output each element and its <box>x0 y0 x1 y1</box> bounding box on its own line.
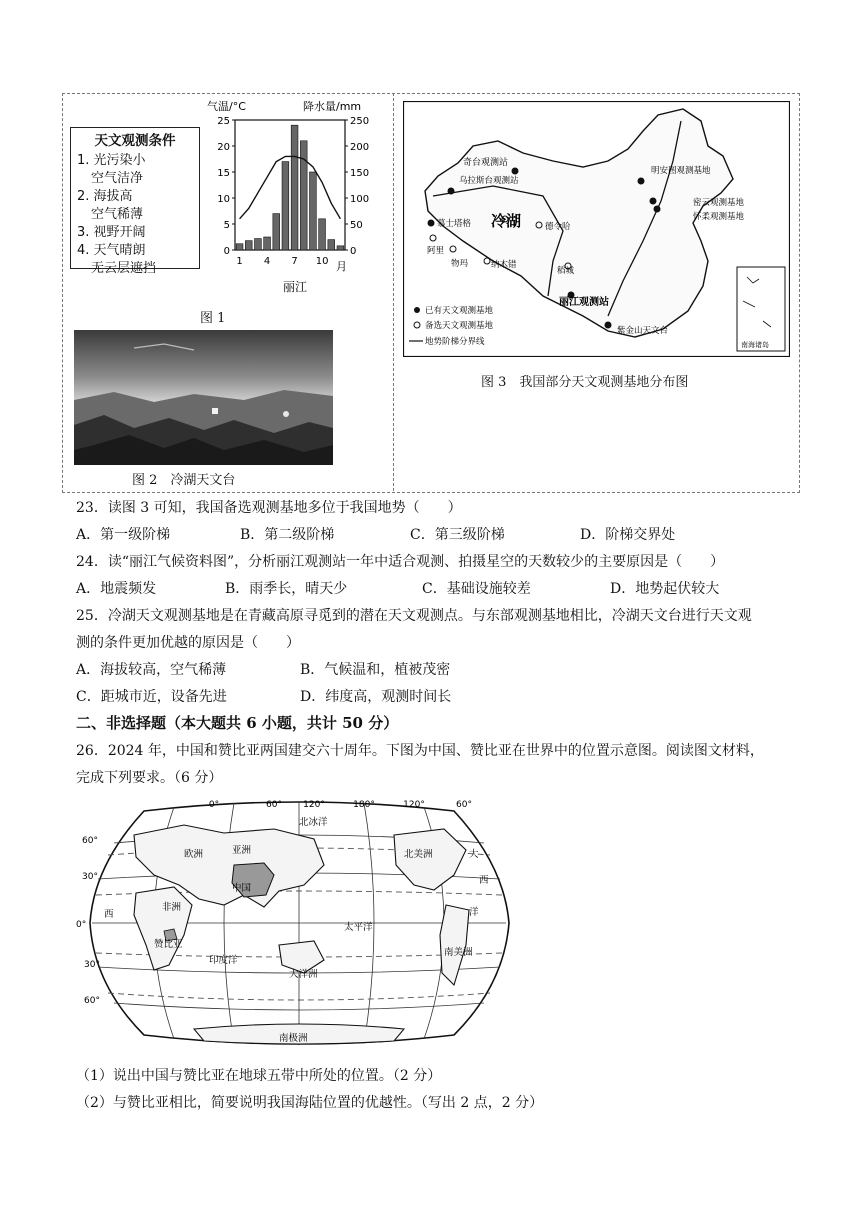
station-marker <box>430 235 436 241</box>
q25-option-c: C．距城市近，设备先进 <box>76 689 227 705</box>
precipitation-bar <box>264 237 271 250</box>
svg-text:已有天文观测基地: 已有天文观测基地 <box>425 306 494 316</box>
longitude-label: 120° <box>403 800 425 810</box>
fig2-caption: 图 2 冷湖天文台 <box>132 473 236 488</box>
precipitation-bar <box>273 214 280 250</box>
q24-option-c: C．基础设施较差 <box>422 581 531 597</box>
longitude-label: 60° <box>266 800 282 810</box>
q25-stem-line1: 25．冷湖天文观测基地是在青藏高原寻觅到的潜在天文观测点。与东部观测基地相比，冷湖天文台进行天文观 <box>76 608 752 624</box>
q25-option-b: B．气候温和，植被茂密 <box>300 662 451 678</box>
y-right-tick-label: 200 <box>350 142 370 153</box>
q26-sub1: （1）说出中国与赞比亚在地球五带中所处的位置。（2 分） <box>76 1068 442 1084</box>
condition-line: 1. 光污染小 <box>77 153 146 168</box>
precipitation-bar <box>291 125 298 250</box>
y-left-label: 气温/°C <box>207 100 246 113</box>
lijiang-climate-chart <box>205 98 390 298</box>
lenghu-observatory-photo <box>74 330 333 465</box>
q23-option-b: B．第二级阶梯 <box>240 527 335 543</box>
place-label: 南美洲 <box>444 947 473 958</box>
place-label: 大洋洲 <box>289 969 318 980</box>
place-label: 印度洋 <box>209 955 238 966</box>
latitude-label: 30° <box>82 872 98 882</box>
station-label: 德令哈 <box>545 222 571 232</box>
y-left-tick-label: 15 <box>217 168 230 179</box>
temperature-line <box>240 156 341 218</box>
station-label: 乌拉斯台观测站 <box>459 176 519 186</box>
x-tick-label: 4 <box>263 256 271 267</box>
station-marker <box>484 258 490 264</box>
precipitation-bar <box>282 162 289 250</box>
x-unit-label: 月 <box>336 260 347 273</box>
condition-line: 2. 海拔高 <box>77 189 133 204</box>
observation-conditions-box <box>70 127 200 276</box>
place-label: 洋 <box>469 907 479 918</box>
q25-option-a: A．海拔较高，空气稀薄 <box>76 662 227 678</box>
latitude-label: 60° <box>84 996 100 1006</box>
station-label: 丽江观测站 <box>559 297 609 308</box>
place-label: 非洲 <box>162 902 182 913</box>
longitude-label: 60° <box>456 800 472 810</box>
x-tick-label: 7 <box>291 256 298 267</box>
place-label: 太平洋 <box>344 922 373 933</box>
latitude-label: 30° <box>84 960 100 970</box>
station-label: 纳木错 <box>491 260 517 270</box>
station-marker <box>605 322 611 328</box>
place-label: 北冰洋 <box>299 817 328 828</box>
y-right-tick-label: 0 <box>350 246 357 257</box>
station-label: 阿里 <box>427 246 445 256</box>
station-marker <box>536 222 542 228</box>
q26-sub2: （2）与赞比亚相比，简要说明我国海陆位置的优越性。（写出 2 点，2 分） <box>76 1095 544 1111</box>
precipitation-bar <box>255 239 262 250</box>
china-observatory-map <box>403 101 790 357</box>
place-label: 亚洲 <box>232 845 252 856</box>
station-label: 怀柔观测基地 <box>693 212 745 222</box>
y-left-tick-label: 10 <box>217 194 230 205</box>
station-marker <box>650 198 656 204</box>
y-left-tick-label: 25 <box>217 116 230 127</box>
q24-option-a: A．地震频发 <box>76 581 157 597</box>
station-marker <box>450 246 456 252</box>
longitude-label: 120° <box>303 800 325 810</box>
precipitation-bar <box>328 240 335 250</box>
condition-line: 空气稀薄 <box>91 207 144 222</box>
place-label: 大 <box>469 849 479 860</box>
precipitation-bar <box>300 141 307 250</box>
latitude-label: 0° <box>76 920 87 930</box>
q24-stem: 24．读“丽江气候资料图”，分析丽江观测站一年中适合观测、拍摄星空的天数较少的主要原因是（ ） <box>76 554 725 570</box>
condition-line: 4. 天气晴朗 <box>77 243 146 258</box>
y-right-tick-label: 250 <box>350 116 370 127</box>
place-label: 赞比亚 <box>154 939 183 950</box>
figure-panel-divider <box>393 93 394 491</box>
q24-option-b: B．雨季长，晴天少 <box>225 581 348 597</box>
station-label: 明安图观测基地 <box>651 166 711 176</box>
condition-line: 无云层遮挡 <box>91 261 157 276</box>
y-right-label: 降水量/mm <box>303 100 362 113</box>
y-left-tick-label: 20 <box>217 142 230 153</box>
station-marker <box>638 178 644 184</box>
place-label: 西 <box>104 909 114 920</box>
q24-option-d: D．地势起伏较大 <box>610 581 720 597</box>
station-label: 慕士塔格 <box>437 219 472 229</box>
place-label: 北美洲 <box>404 849 433 860</box>
conditions-title: 天文观测条件 <box>94 133 176 149</box>
x-tick-label: 10 <box>315 256 329 267</box>
fig3-caption: 图 3 我国部分天文观测基地分布图 <box>481 375 689 390</box>
x-tick-label: 1 <box>236 256 243 267</box>
station-marker <box>654 206 660 212</box>
place-label: 中国 <box>232 883 252 894</box>
chart-plot-frame <box>235 120 345 250</box>
south-china-sea-inset <box>737 267 785 351</box>
precipitation-bar <box>337 246 344 250</box>
q25-stem-line2: 测的条件更加优越的原因是（ ） <box>76 635 300 651</box>
precipitation-bar <box>310 172 317 250</box>
y-right-tick-label: 50 <box>350 220 363 231</box>
y-right-tick-label: 150 <box>350 168 370 179</box>
station-label: 物玛 <box>451 259 469 269</box>
y-left-tick-label: 0 <box>223 246 230 257</box>
latitude-label: 60° <box>82 836 98 846</box>
station-label: 冷湖 <box>491 212 522 230</box>
y-left-tick-label: 5 <box>223 220 230 231</box>
inset-label: 南海诸岛 <box>741 341 769 349</box>
world-map <box>74 795 524 1057</box>
precipitation-bar <box>319 219 326 250</box>
longitude-label: 0° <box>208 800 220 810</box>
fig1-caption: 图 1 <box>200 311 226 326</box>
q26-stem-line2: 完成下列要求。（6 分） <box>76 770 223 786</box>
place-label: 欧洲 <box>184 849 204 860</box>
station-marker <box>448 188 454 194</box>
place-label: 南极洲 <box>279 1033 308 1044</box>
q23-option-d: D．阶梯交界处 <box>580 527 676 543</box>
q23-option-a: A．第一级阶梯 <box>76 527 171 543</box>
y-right-tick-label: 100 <box>350 194 370 205</box>
station-marker <box>512 168 518 174</box>
place-label: 西 <box>479 875 489 886</box>
station-label: 奇台观测站 <box>463 158 509 168</box>
q23-stem: 23．读图 3 可知，我国备选观测基地多位于我国地势（ ） <box>76 500 462 516</box>
svg-text:地势阶梯分界线: 地势阶梯分界线 <box>425 337 485 347</box>
precipitation-bar <box>245 241 252 250</box>
svg-text:备选天文观测基地: 备选天文观测基地 <box>425 321 494 331</box>
station-label: 稻城 <box>557 266 575 276</box>
section-heading: 二、非选择题（本大题共 6 小题，共计 50 分） <box>76 714 399 732</box>
station-label: 紫金山天文台 <box>617 326 669 336</box>
q26-stem-line1: 26．2024 年，中国和赞比亚两国建交六十周年。下图为中国、赞比亚在世界中的位置示意图。阅读图文材料， <box>76 743 764 759</box>
q25-option-d: D．纬度高，观测时间长 <box>300 689 452 705</box>
longitude-label: 180° <box>353 800 375 810</box>
condition-line: 3. 视野开阔 <box>77 225 146 240</box>
station-marker <box>428 220 434 226</box>
station-label: 密云观测基地 <box>693 198 745 208</box>
chart-title: 丽江 <box>283 280 308 294</box>
q23-option-c: C．第三级阶梯 <box>410 527 505 543</box>
condition-line: 空气洁净 <box>91 171 144 186</box>
precipitation-bar <box>236 244 243 250</box>
